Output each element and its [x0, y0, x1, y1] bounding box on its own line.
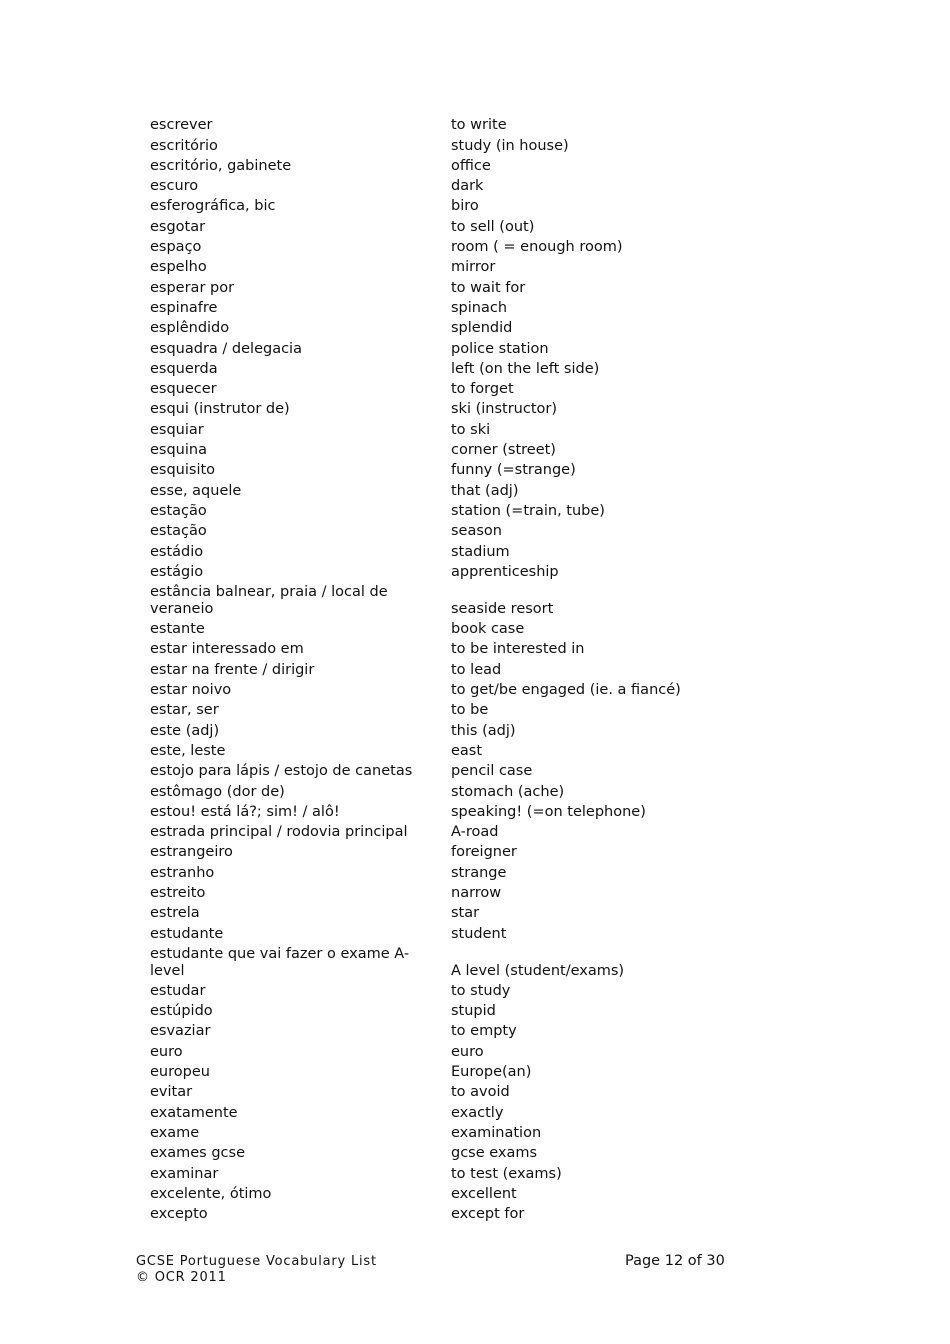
english-translation: mirror [451, 259, 496, 276]
vocab-row [150, 1020, 710, 1040]
english-translation: that (adj) [451, 482, 519, 499]
portuguese-term: estante [150, 621, 205, 638]
portuguese-term: esferográfica, bic [150, 198, 276, 215]
vocab-row [150, 861, 710, 881]
english-translation: office [451, 157, 491, 174]
portuguese-term: examinar [150, 1165, 219, 1182]
vocab-row [150, 500, 710, 520]
english-translation: to be interested in [451, 641, 585, 658]
portuguese-term: estudante [150, 925, 224, 942]
vocab-row [150, 276, 710, 296]
portuguese-term: esquadra / delegacia [150, 340, 302, 357]
vocab-row [150, 1081, 710, 1101]
vocab-row [150, 195, 710, 215]
english-translation: to forget [451, 381, 514, 398]
portuguese-term: estrela [150, 905, 200, 922]
vocab-row [150, 760, 710, 780]
vocab-row [150, 801, 710, 821]
english-translation: pencil case [451, 763, 533, 780]
vocab-row [150, 902, 710, 922]
portuguese-term: estômago (dor de) [150, 783, 285, 800]
english-translation: splendid [451, 320, 513, 337]
english-translation: to test (exams) [451, 1165, 562, 1182]
english-translation: to empty [451, 1023, 517, 1040]
vocab-row [150, 719, 710, 739]
vocab-row [150, 1183, 710, 1203]
portuguese-term: esquecer [150, 381, 217, 398]
footer-title: GCSE Portuguese Vocabulary List [136, 1254, 377, 1269]
vocab-row [150, 561, 710, 581]
english-translation: exactly [451, 1104, 504, 1121]
portuguese-term: euro [150, 1043, 183, 1060]
vocab-row [150, 679, 710, 699]
english-translation: to ski [451, 421, 491, 438]
english-translation: to get/be engaged (ie. a fiancé) [451, 682, 681, 699]
english-translation: to write [451, 117, 507, 134]
vocab-row [150, 459, 710, 479]
english-translation: stomach (ache) [451, 783, 565, 800]
vocab-row [150, 1061, 710, 1081]
english-translation: left (on the left side) [451, 360, 600, 377]
english-translation: examination [451, 1124, 542, 1141]
portuguese-term: estreito [150, 884, 206, 901]
portuguese-term: escuro [150, 178, 199, 195]
vocab-row [150, 134, 710, 154]
page-number: Page 12 of 30 [625, 1253, 725, 1269]
english-translation: excellent [451, 1185, 517, 1202]
vocabulary-table-body [150, 114, 710, 1223]
english-translation: A level (student/exams) [451, 962, 625, 979]
vocab-row [150, 1040, 710, 1060]
english-translation: except for [451, 1206, 525, 1223]
vocab-row [150, 1162, 710, 1182]
portuguese-term: estar na frente / dirigir [150, 661, 315, 678]
portuguese-term: estrangeiro [150, 844, 233, 861]
vocab-row [150, 155, 710, 175]
vocab-row [150, 256, 710, 276]
vocab-row [150, 1142, 710, 1162]
portuguese-term: escritório [150, 137, 218, 154]
english-translation: gcse exams [451, 1145, 538, 1162]
vocab-row [150, 841, 710, 861]
english-translation: east [451, 742, 483, 759]
english-translation: to lead [451, 661, 502, 678]
vocab-row [150, 943, 710, 980]
english-translation: room ( = enough room) [451, 239, 623, 256]
portuguese-term: estar, ser [150, 702, 219, 719]
english-translation: biro [451, 198, 479, 215]
english-translation: book case [451, 621, 525, 638]
english-translation: apprenticeship [451, 563, 559, 580]
vocab-row [150, 520, 710, 540]
portuguese-term: estância balnear, praia / local de veraneio [150, 583, 388, 617]
vocab-row [150, 980, 710, 1000]
english-translation: funny (=strange) [451, 462, 576, 479]
vocab-row [150, 439, 710, 459]
english-translation: to be [451, 702, 489, 719]
portuguese-term: escritório, gabinete [150, 157, 292, 174]
portuguese-term: esquina [150, 442, 207, 459]
vocab-row [150, 317, 710, 337]
portuguese-term: esse, aquele [150, 482, 242, 499]
portuguese-term: estojo para lápis / estojo de canetas [150, 763, 413, 780]
portuguese-term: esquiar [150, 421, 204, 438]
portuguese-term: este (adj) [150, 722, 220, 739]
english-translation: study (in house) [451, 137, 569, 154]
portuguese-term: escrever [150, 117, 213, 134]
english-translation: to sell (out) [451, 218, 535, 235]
portuguese-term: espaço [150, 239, 202, 256]
portuguese-term: estúpido [150, 1003, 213, 1020]
portuguese-term: exatamente [150, 1104, 238, 1121]
portuguese-term: excepto [150, 1206, 208, 1223]
vocab-row [150, 821, 710, 841]
english-translation: student [451, 925, 507, 942]
portuguese-term: excelente, ótimo [150, 1185, 272, 1202]
portuguese-term: estrada principal / rodovia principal [150, 824, 408, 841]
english-translation: police station [451, 340, 549, 357]
english-translation: seaside resort [451, 600, 554, 617]
portuguese-term: estranho [150, 864, 215, 881]
english-translation: ski (instructor) [451, 401, 558, 418]
english-translation: dark [451, 178, 484, 195]
english-translation: speaking! (=on telephone) [451, 803, 646, 820]
portuguese-term: espinafre [150, 299, 218, 316]
portuguese-term: estação [150, 523, 207, 540]
english-translation: narrow [451, 884, 502, 901]
vocab-row [150, 378, 710, 398]
vocab-row [150, 297, 710, 317]
english-translation: this (adj) [451, 722, 516, 739]
vocab-row [150, 114, 710, 134]
english-translation: to study [451, 982, 511, 999]
footer-copyright: © OCR 2011 [136, 1270, 227, 1285]
vocab-row [150, 418, 710, 438]
vocab-row [150, 740, 710, 760]
vocab-row [150, 358, 710, 378]
portuguese-term: esgotar [150, 218, 206, 235]
portuguese-term: esqui (instrutor de) [150, 401, 290, 418]
portuguese-term: estágio [150, 563, 204, 580]
portuguese-term: espelho [150, 259, 207, 276]
english-translation: strange [451, 864, 507, 881]
vocab-row [150, 1203, 710, 1223]
vocab-row [150, 540, 710, 560]
portuguese-term: exame [150, 1124, 200, 1141]
vocab-row [150, 479, 710, 499]
vocab-row [150, 1101, 710, 1121]
english-translation: euro [451, 1043, 484, 1060]
portuguese-term: esplêndido [150, 320, 230, 337]
english-translation: Europe(an) [451, 1064, 532, 1081]
vocab-row [150, 618, 710, 638]
vocab-row [150, 175, 710, 195]
portuguese-term: estar interessado em [150, 641, 304, 658]
portuguese-term: estação [150, 502, 207, 519]
english-translation: to avoid [451, 1084, 510, 1101]
portuguese-term: estou! está lá?; sim! / alô! [150, 803, 340, 820]
english-translation: spinach [451, 299, 508, 316]
portuguese-term: esquerda [150, 360, 218, 377]
english-translation: foreigner [451, 844, 517, 861]
vocab-row [150, 780, 710, 800]
english-translation: star [451, 905, 480, 922]
english-translation: corner (street) [451, 442, 556, 459]
english-translation: A-road [451, 824, 499, 841]
english-translation: to wait for [451, 279, 526, 296]
english-translation: stupid [451, 1003, 496, 1020]
vocabulary-table [150, 114, 710, 1223]
portuguese-term: esperar por [150, 279, 235, 296]
vocab-row [150, 922, 710, 942]
vocab-row [150, 658, 710, 678]
portuguese-term: estádio [150, 543, 204, 560]
english-translation: stadium [451, 543, 510, 560]
portuguese-term: estudar [150, 982, 206, 999]
portuguese-term: exames gcse [150, 1145, 245, 1162]
portuguese-term: evitar [150, 1084, 193, 1101]
vocab-row [150, 398, 710, 418]
portuguese-term: este, leste [150, 742, 226, 759]
footer-left [136, 1254, 377, 1286]
portuguese-term: europeu [150, 1064, 210, 1081]
english-translation: season [451, 523, 502, 540]
vocab-row [150, 236, 710, 256]
vocab-row [150, 638, 710, 658]
vocab-row [150, 699, 710, 719]
portuguese-term: esvaziar [150, 1023, 211, 1040]
english-translation: station (=train, tube) [451, 502, 605, 519]
portuguese-term: estar noivo [150, 682, 232, 699]
vocab-row [150, 882, 710, 902]
vocab-row [150, 581, 710, 618]
vocab-row [150, 215, 710, 235]
portuguese-term: estudante que vai fazer o exame A-level [150, 945, 410, 979]
vocab-row [150, 1000, 710, 1020]
vocab-row [150, 337, 710, 357]
portuguese-term: esquisito [150, 462, 216, 479]
vocab-row [150, 1122, 710, 1142]
